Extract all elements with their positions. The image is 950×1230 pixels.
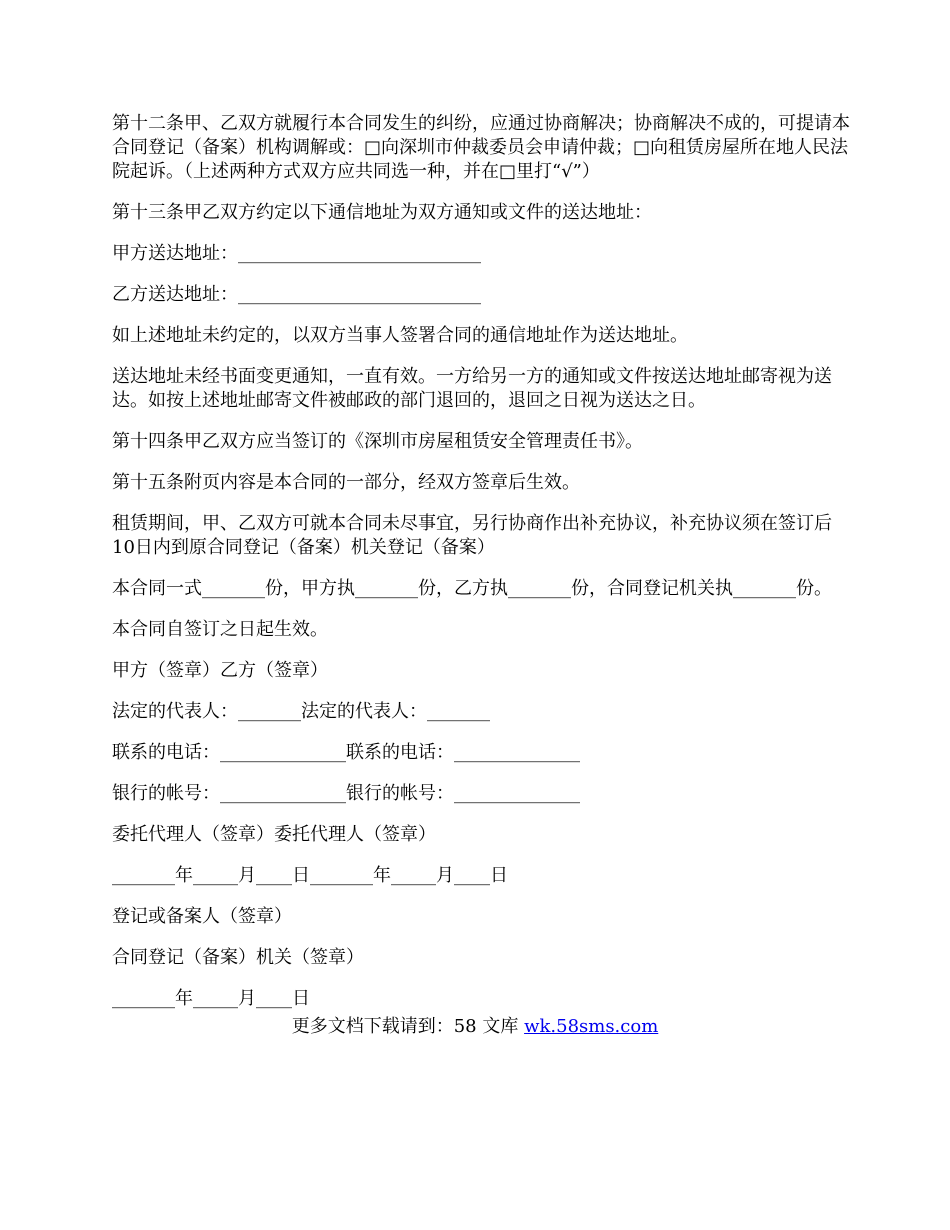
copies-paragraph: 本合同一式_______份，甲方执_______份，乙方执_______份，合同登记机关执_______份。 <box>112 578 832 599</box>
party-a-address-line: 甲方送达地址：___________________________ <box>112 243 481 264</box>
clause-14-paragraph: 第十四条甲乙双方应当签订的《深圳市房屋租赁安全管理责任书》。 <box>112 431 643 452</box>
legal-representative-line: 法定的代表人：_______法定的代表人：_______ <box>112 701 490 722</box>
date-line: _______年_____月____日_______年_____月____日 <box>112 865 508 886</box>
registration-authority-line: 合同登记（备案）机关（签章） <box>112 947 364 968</box>
default-address-paragraph: 如上述地址未约定的，以双方当事人签署合同的通信地址作为送达地址。 <box>112 325 688 346</box>
party-b-address-line: 乙方送达地址：___________________________ <box>112 284 481 305</box>
footer-link[interactable]: wk.58sms.com <box>524 1016 659 1037</box>
clause-13-paragraph: 第十三条甲乙双方约定以下通信地址为双方通知或文件的送达地址： <box>112 202 652 223</box>
address-validity-paragraph: 送达地址未经书面变更通知，一直有效。一方给另一方的通知或文件按送达地址邮寄视为送达。如按上述地址邮寄文件被邮政的部门退回的，退回之日视为送达之日。 <box>112 366 832 411</box>
footer-text: 更多文档下载请到：58 文库 <box>291 1016 525 1037</box>
footer <box>0 1015 950 1039</box>
signature-parties-line: 甲方（签章）乙方（签章） <box>112 660 328 681</box>
clause-12-paragraph: 第十二条甲、乙双方就履行本合同发生的纠纷，应通过协商解决；协商解决不成的，可提请本合同登记（备案）机构调解或：□向深圳市仲裁委员会申请仲裁；□向租赁房屋所在地人民法院起诉。（上述两种方式双方应共同选一种，并在□里打“√”） <box>112 113 850 182</box>
phone-line: 联系的电话：______________联系的电话：______________ <box>112 742 580 763</box>
bank-account-line: 银行的帐号：______________银行的帐号：______________ <box>112 783 580 804</box>
registration-date-line: _______年_____月____日 <box>112 988 310 1009</box>
clause-15-paragraph: 第十五条附页内容是本合同的一部分，经双方签章后生效。 <box>112 472 580 493</box>
supplementary-agreement-paragraph: 租赁期间，甲、乙双方可就本合同未尽事宜，另行协商作出补充协议，补充协议须在签订后10日内到原合同登记（备案）机关登记（备案） <box>112 513 832 558</box>
document-body <box>112 112 852 1028</box>
registrar-signature-line: 登记或备案人（签章） <box>112 906 292 927</box>
effective-date-paragraph: 本合同自签订之日起生效。 <box>112 619 328 640</box>
agent-signature-line: 委托代理人（签章）委托代理人（签章） <box>112 824 436 845</box>
